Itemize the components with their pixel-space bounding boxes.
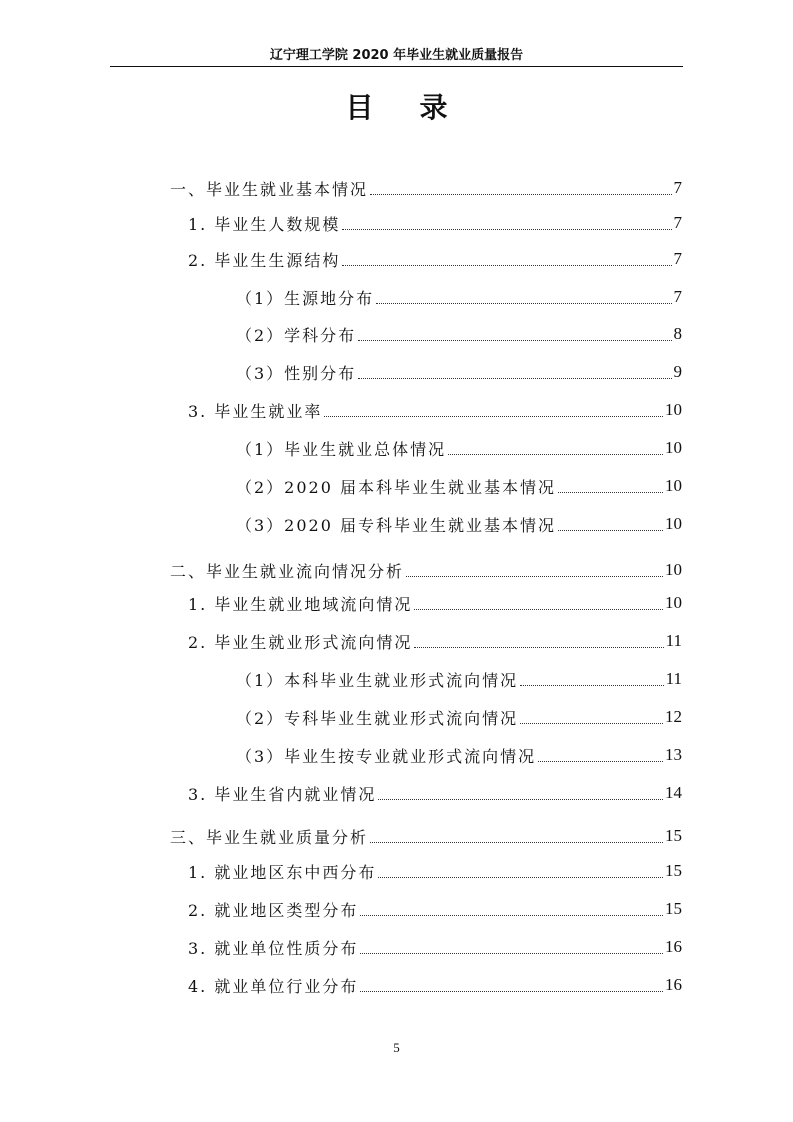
toc-entry-label: （2）2020 届本科毕业生就业基本情况 — [236, 477, 556, 497]
toc-entry-label: （2）专科毕业生就业形式流向情况 — [236, 708, 519, 728]
toc-entry-page: 11 — [665, 669, 682, 688]
toc-entry-label: 4. 就业单位行业分布 — [188, 976, 359, 996]
toc-entry-label: 2. 毕业生生源结构 — [188, 250, 341, 270]
toc-entry-label: 三、毕业生就业质量分析 — [170, 827, 369, 847]
toc-entry[interactable] — [188, 933, 682, 961]
toc-entry[interactable] — [188, 209, 682, 237]
running-header: 辽宁理工学院 2020 年毕业生就业质量报告 — [269, 48, 524, 63]
toc-entry-page: 15 — [665, 826, 682, 845]
dot-leader — [370, 842, 663, 843]
dot-leader — [342, 265, 671, 266]
toc-entry-page: 10 — [665, 593, 682, 612]
toc-entry[interactable] — [170, 822, 682, 850]
toc-entry[interactable] — [188, 627, 682, 655]
toc-entry[interactable] — [188, 245, 682, 273]
toc-entry-page: 7 — [673, 287, 682, 306]
toc-entry-label: 3. 就业单位性质分布 — [188, 938, 359, 958]
toc-entry-page: 16 — [665, 937, 682, 956]
toc-entry[interactable] — [170, 174, 682, 202]
toc-entry[interactable] — [236, 358, 682, 386]
toc-entry[interactable] — [236, 434, 682, 462]
toc-entry-page: 10 — [665, 560, 682, 579]
toc-entry-page: 13 — [665, 745, 682, 764]
toc-entry[interactable] — [236, 703, 682, 731]
toc-entry[interactable] — [236, 472, 682, 500]
toc-entry-page: 11 — [665, 631, 682, 650]
toc-entry[interactable] — [188, 857, 682, 885]
toc-entry-label: （1）毕业生就业总体情况 — [236, 439, 447, 459]
toc-entry[interactable] — [170, 556, 682, 584]
toc-entry-label: （3）性别分布 — [236, 363, 357, 383]
toc-entry[interactable] — [236, 665, 682, 693]
toc-entry-label: 一、毕业生就业基本情况 — [170, 179, 369, 199]
toc-entry[interactable] — [236, 741, 682, 769]
toc-entry-page: 7 — [673, 213, 682, 232]
dot-leader — [358, 340, 671, 341]
toc-entry[interactable] — [188, 895, 682, 923]
toc-entry-page: 7 — [673, 178, 682, 197]
toc-entry-label: 二、毕业生就业流向情况分析 — [170, 561, 405, 581]
toc-entry[interactable] — [188, 589, 682, 617]
page-number: 5 — [393, 1040, 400, 1055]
toc-entry-label: 2. 毕业生就业形式流向情况 — [188, 632, 413, 652]
toc-entry-page: 10 — [665, 438, 682, 457]
toc-entry-label: （1）本科毕业生就业形式流向情况 — [236, 670, 519, 690]
toc-entry-label: （3）毕业生按专业就业形式流向情况 — [236, 746, 537, 766]
dot-leader — [406, 576, 663, 577]
toc-entry-label: 1. 毕业生就业地域流向情况 — [188, 594, 413, 614]
toc-entry-page: 14 — [665, 783, 682, 802]
dot-leader — [558, 492, 663, 493]
dot-leader — [520, 723, 663, 724]
toc-entry-label: （2）学科分布 — [236, 325, 357, 345]
toc-entry-label: 1. 毕业生人数规模 — [188, 214, 341, 234]
toc-entry[interactable] — [188, 971, 682, 999]
dot-leader — [558, 530, 663, 531]
toc-entry-label: 2. 就业地区类型分布 — [188, 900, 359, 920]
dot-leader — [358, 378, 671, 379]
toc-entry-page: 10 — [665, 476, 682, 495]
toc-entry-label: 1. 就业地区东中西分布 — [188, 862, 377, 882]
dot-leader — [360, 991, 663, 992]
dot-leader — [360, 953, 663, 954]
toc-entry[interactable] — [188, 396, 682, 424]
toc-title: 目录 — [345, 91, 494, 124]
dot-leader — [324, 416, 663, 417]
toc-entry[interactable] — [236, 510, 682, 538]
toc-entry-page: 10 — [665, 400, 682, 419]
dot-leader — [448, 454, 663, 455]
toc-entry-page: 7 — [673, 249, 682, 268]
dot-leader — [342, 229, 671, 230]
dot-leader — [520, 685, 663, 686]
dot-leader — [360, 915, 663, 916]
toc-entry-page: 15 — [665, 861, 682, 880]
toc-entry-page: 8 — [673, 324, 682, 343]
dot-leader — [414, 647, 663, 648]
toc-entry-page: 12 — [665, 707, 682, 726]
dot-leader — [376, 303, 671, 304]
toc-entry-label: 3. 毕业生就业率 — [188, 401, 323, 421]
toc-entry-page: 15 — [665, 899, 682, 918]
toc-entry[interactable] — [236, 283, 682, 311]
toc-entry-page: 10 — [665, 514, 682, 533]
toc-entry[interactable] — [236, 320, 682, 348]
dot-leader — [414, 609, 663, 610]
toc-entry-label: （1）生源地分布 — [236, 288, 375, 308]
toc-entry-label: （3）2020 届专科毕业生就业基本情况 — [236, 515, 556, 535]
toc-entry-page: 9 — [673, 362, 682, 381]
dot-leader — [378, 799, 663, 800]
toc-entry[interactable] — [188, 779, 682, 807]
toc-entry-page: 16 — [665, 975, 682, 994]
dot-leader — [378, 877, 663, 878]
dot-leader — [538, 761, 663, 762]
toc-entry-label: 3. 毕业生省内就业情况 — [188, 784, 377, 804]
dot-leader — [370, 194, 671, 195]
